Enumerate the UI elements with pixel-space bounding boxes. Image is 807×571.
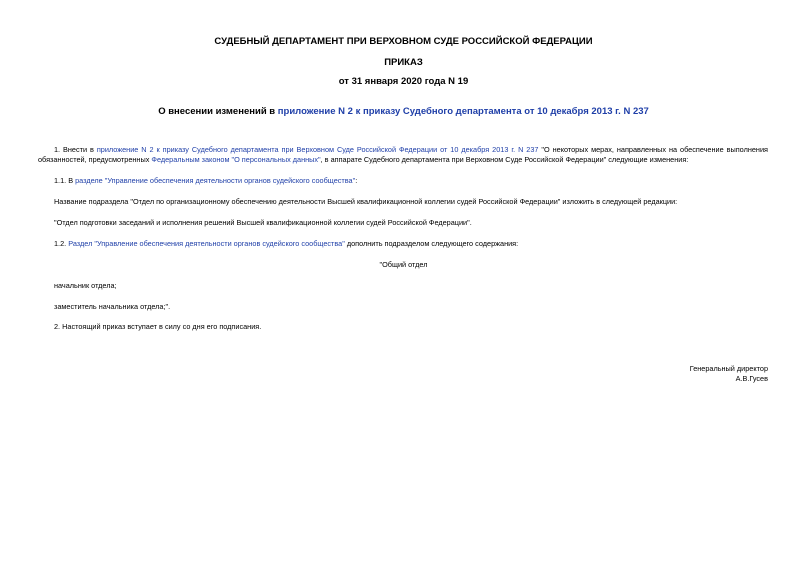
doc-type-heading: ПРИКАЗ [384, 57, 423, 68]
p11-link-section[interactable]: разделе "Управление обеспечения деятельности органов судейского сообщества" [75, 176, 356, 185]
p1-pre: 1. Внести в [54, 145, 97, 154]
p1-mid2: , в аппарате Судебного департамента при Верховном Суде Российской Федерации" следующие изменения: [320, 154, 689, 164]
paragraph-subsection-name: Название подраздела "Отдел по организационному обеспечению деятельности Высшей квалификационной коллегии судей Российской Федерации" изложить в следующей редакции: [54, 197, 678, 206]
p12-post: дополнить подразделом следующего содержания: [344, 239, 519, 248]
list-item: заместитель начальника отдела;". [54, 302, 171, 311]
p1-link-appendix[interactable]: приложение N 2 к приказу Судебного департамента при Верховном Суде Российской Федерации от 10 декабря 2013 г. N 237 [96, 145, 539, 154]
list-item: начальник отдела; [54, 281, 117, 290]
paragraph-1 [38, 145, 768, 164]
p11-post: : [355, 176, 358, 185]
organization-heading: СУДЕБНЫЙ ДЕПАРТАМЕНТ ПРИ ВЕРХОВНОМ СУДЕ РОССИЙСКОЙ ФЕДЕРАЦИИ [214, 36, 593, 47]
paragraph-1-2 [54, 239, 518, 248]
title-link[interactable]: приложение N 2 к приказу Судебного департамента от 10 декабря 2013 г. N 237 [277, 106, 649, 117]
subsection-title: "Общий отдел [379, 260, 428, 269]
title-prefix: О внесении изменений в [158, 106, 278, 117]
p12-link-section[interactable]: Раздел "Управление обеспечения деятельности органов судейского сообщества" [68, 239, 345, 248]
signature-name: А.В.Гусев [735, 374, 768, 383]
p1-mid1: "О некоторых мерах, направленных на обеспечение выполнения обязанностей, предусмотренных [38, 145, 768, 164]
paragraph-1-1 [54, 176, 357, 185]
p12-pre: 1.2. [54, 239, 69, 248]
paragraph-quote: "Отдел подготовки заседаний и исполнения решений Высшей квалификационной коллегии судей Российской Федерации". [54, 218, 472, 227]
paragraph-2: 2. Настоящий приказ вступает в силу со дня его подписания. [54, 322, 262, 331]
p1-link-law[interactable]: Федеральным законом "О персональных данных" [151, 154, 321, 164]
document-title [0, 106, 807, 117]
p11-pre: 1.1. В [54, 176, 76, 185]
signature-position: Генеральный директор [689, 364, 768, 373]
date-number-heading: от 31 января 2020 года N 19 [338, 76, 469, 87]
